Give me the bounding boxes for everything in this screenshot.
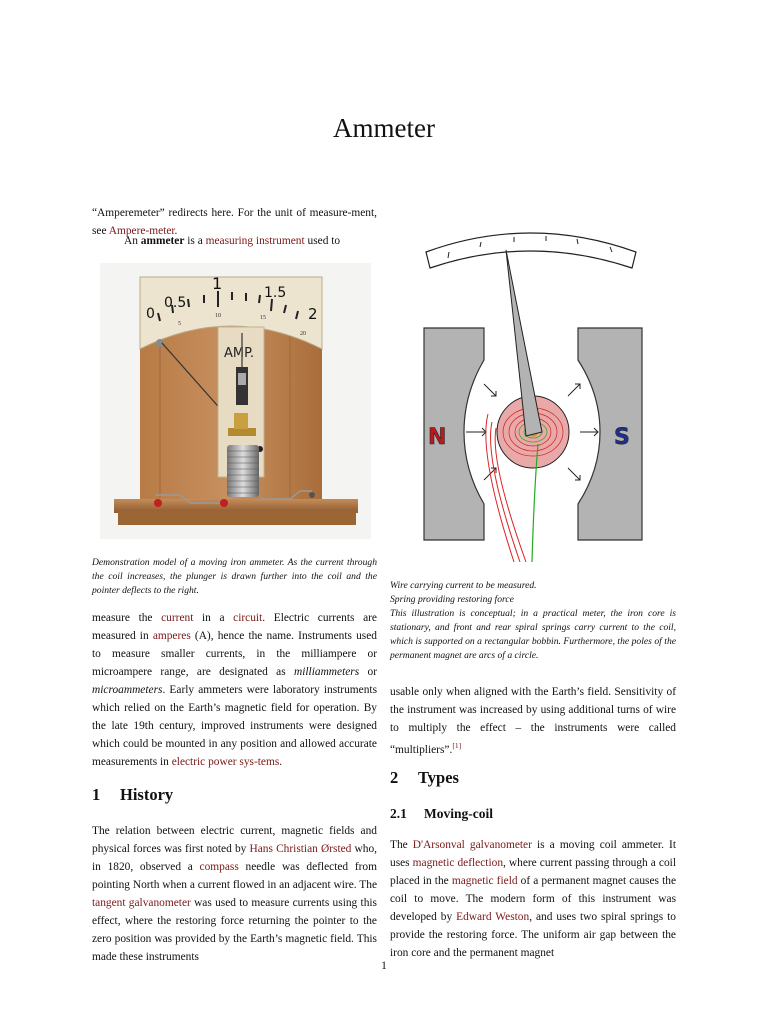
section-number: 2 <box>390 768 399 787</box>
diagram-caption-line2: Spring providing restoring force <box>390 594 514 605</box>
body-text: , where current passing through a coil placed in the <box>390 857 676 887</box>
subsection-title: Moving-coil <box>424 806 493 821</box>
section-title: History <box>120 785 174 804</box>
body-text: , and uses two spiral springs to provide the restoring force. The uniform air gap between the iron core and the permanent magnet <box>390 911 676 959</box>
magnetic-field-link[interactable]: magnetic field <box>451 875 518 887</box>
milliammeters-term: milliammeters <box>293 666 360 678</box>
body-text: measure the <box>92 612 162 624</box>
subsection-number: 2.1 <box>390 806 407 821</box>
moving-coil-paragraph <box>390 836 676 962</box>
body-text: (A), hence the name. Instruments used to measure smaller currents, in the milliampere or microampere range, are designated as <box>92 630 377 678</box>
edward-weston-link[interactable]: Edward Weston <box>456 911 530 923</box>
body-text: who, in 1820, observed a <box>92 843 377 873</box>
page-title: Ammeter <box>333 113 435 143</box>
ammeter-photo <box>100 263 371 539</box>
intro-paragraph-start <box>92 232 377 250</box>
body-text: in a <box>193 612 234 624</box>
types-heading <box>390 768 459 788</box>
tangent-galvanometer-link[interactable]: tangent galvanometer <box>92 897 191 909</box>
body-text: or <box>359 666 377 678</box>
compass-link[interactable]: compass <box>199 861 239 873</box>
scale-label-1-5: 1.5 <box>264 285 287 301</box>
intro-text: is a <box>184 235 206 247</box>
diagram-caption-line3: This illustration is conceptual; in a practical meter, the iron core is stationary, and front and rear spiral springs carry current to the coil, which is supported on a rectangular bobbin. Furthermore, the poles of the permanent magnet are arcs of a circle. <box>390 608 676 661</box>
diagram-caption-line1: Wire carrying current to be measured. <box>390 580 537 591</box>
scale-small-label: 10 <box>215 313 221 319</box>
scale-label-0: 0 <box>146 306 155 322</box>
body-text: usable only when aligned with the Earth’s field. Sensitivity of the instrument was increased by using additional turns of wire to multiply the effect – the instruments were called “multipliers”. <box>390 686 676 756</box>
electric-power-systems-link[interactable]: electric power sys-tems <box>171 756 280 768</box>
amp-label: AMP. <box>224 346 255 361</box>
earth-field-paragraph <box>390 683 676 759</box>
ammeter-term: ammeter <box>140 235 185 247</box>
photo-caption: Demonstration model of a moving iron ammeter. As the current through the coil increases, the plunger is drawn further into the coil and the pointer deflects to the right. <box>92 557 377 596</box>
page-number: 1 <box>381 960 387 972</box>
circuit-link[interactable]: circuit <box>233 612 263 624</box>
measuring-instrument-link[interactable]: measuring instrument <box>205 235 305 247</box>
scale-label-2: 2 <box>308 305 318 323</box>
scale-small-label: 15 <box>260 315 266 321</box>
microammeters-term: microammeters <box>92 684 163 696</box>
history-heading <box>92 785 173 805</box>
body-text: . Electric currents are measured in <box>92 612 377 642</box>
body-text: . Early ammeters were laboratory instruments which relied on the Earth’s magnetic field for operation. By the late 19th century, improved instruments were designed which could be mounted in any position and allowed accurate measurements in <box>92 684 377 768</box>
ampere-meter-link[interactable]: Ampere-meter <box>108 225 175 237</box>
south-pole-label: S <box>614 425 630 450</box>
darsonval-galvanometer-link[interactable]: D'Arsonval galvanometer <box>412 839 532 851</box>
body-text: is a moving coil ammeter. It uses <box>390 839 676 869</box>
body-text: was used to measure currents using this effect, where the restoring force returning the pointer to the zero position was provided by the Earth’s magnetic field. This made these instruments <box>92 897 377 963</box>
section-number: 1 <box>92 785 101 804</box>
intro-paragraph-continued <box>92 609 377 771</box>
body-text: The relation between electric current, magnetic fields and physical forces was first noted by <box>92 825 377 855</box>
hatnote-end: . <box>174 225 178 237</box>
diagram-caption <box>390 579 676 663</box>
scale-small-label: 20 <box>300 331 306 337</box>
amperes-link[interactable]: amperes <box>152 630 191 642</box>
body-text: needle was deflected from pointing North when a current flowed in an adjacent wire. The <box>92 861 377 891</box>
reference-1-link[interactable]: [1] <box>452 741 462 750</box>
body-text: . <box>279 756 283 768</box>
current-link[interactable]: current <box>161 612 194 624</box>
hatnote-text: “Amperemeter” redirects here. For the unit of measure-ment, see <box>92 207 377 237</box>
scale-label-1: 1 <box>212 274 223 293</box>
magnetic-deflection-link[interactable]: magnetic deflection <box>412 857 504 869</box>
moving-coil-diagram <box>418 222 648 570</box>
body-text: The <box>390 839 413 851</box>
north-pole-label: N <box>428 425 447 450</box>
intro-text: used to <box>304 235 341 247</box>
history-paragraph <box>92 822 377 966</box>
moving-coil-heading <box>390 806 493 822</box>
section-title: Types <box>418 768 459 787</box>
body-text: of a permanent magnet causes the coil to move. The modern form of this instrument was developed by <box>390 875 676 923</box>
hans-christian-orsted-link[interactable]: Hans Christian Ørsted <box>249 843 352 855</box>
scale-small-label: 5 <box>178 321 181 327</box>
scale-label-0-5: 0.5 <box>164 295 187 311</box>
intro-text: An <box>124 235 141 247</box>
